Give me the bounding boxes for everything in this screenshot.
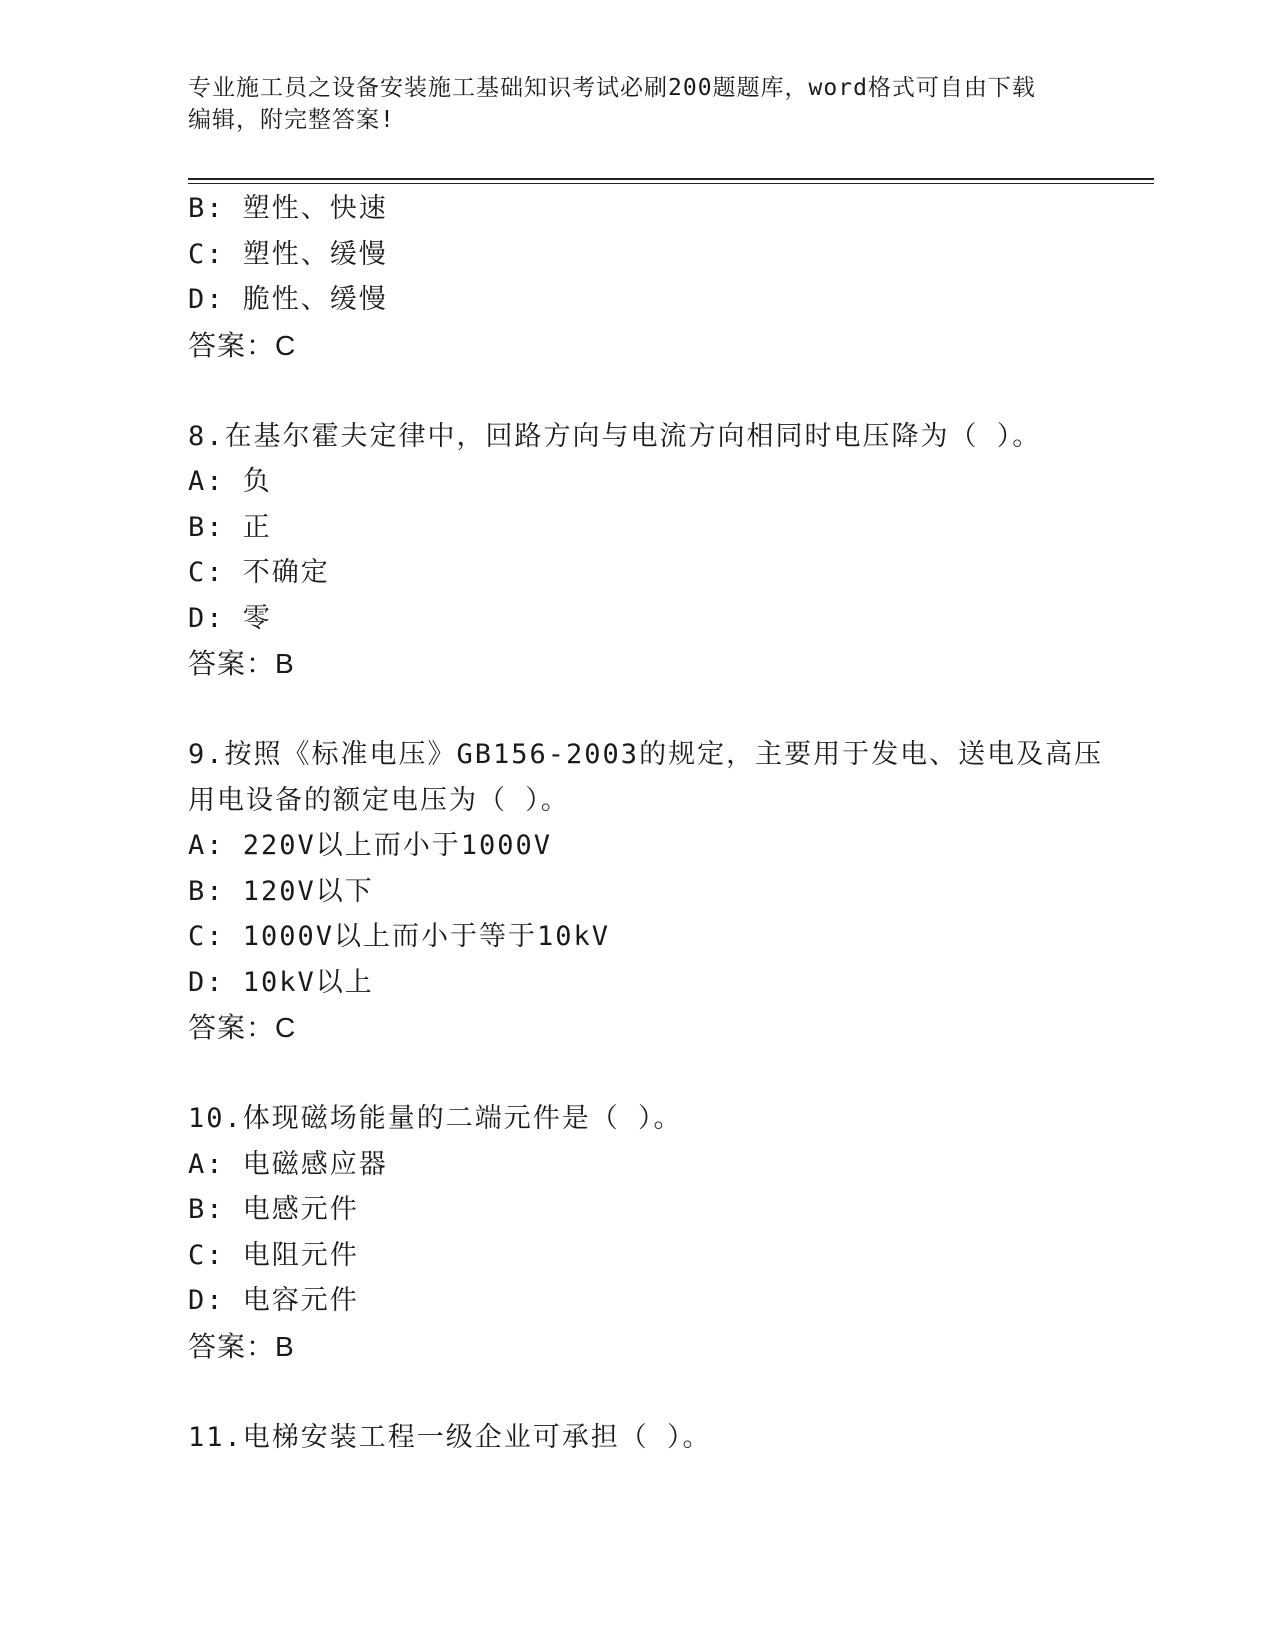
- option-b: B: 电感元件: [188, 1194, 359, 1225]
- option-d: D: 零: [188, 602, 272, 634]
- option-c: C: 塑性、缓慢: [188, 238, 388, 270]
- header-title-line-2: 编辑，附完整答案!: [188, 107, 395, 133]
- option-a: A: 电磁感应器: [188, 1148, 388, 1180]
- answer: 答案：B: [188, 1330, 295, 1362]
- question-11: [188, 1415, 1154, 1461]
- header-title-line-1: 专业施工员之设备安装施工基础知识考试必刷200题题库，word格式可自由下载: [188, 75, 1036, 101]
- option-b: B: 120V以下: [188, 875, 374, 907]
- header-divider: [188, 178, 1154, 184]
- question-10: [188, 1096, 1154, 1369]
- option-b: B: 塑性、快速: [188, 193, 388, 224]
- option-a: A: 220V以上而小于1000V: [188, 830, 553, 861]
- document-header: [188, 72, 1068, 136]
- question-stem-line-2: 用电设备的额定电压为（ ）。: [188, 784, 570, 816]
- question-stem: 8.在基尔霍夫定律中，回路方向与电流方向相同时电压降为（ ）。: [188, 420, 1042, 452]
- answer: 答案：B: [188, 648, 295, 679]
- option-b: B: 正: [188, 511, 272, 543]
- option-d: D: 脆性、缓慢: [188, 284, 388, 315]
- option-d: D: 电容元件: [188, 1285, 359, 1316]
- question-8: [188, 414, 1154, 687]
- answer: 答案：C: [188, 1012, 297, 1043]
- option-c: C: 电阻元件: [188, 1239, 359, 1271]
- question-stem-line-1: 9.按照《标准电压》GB156-2003的规定，主要用于发电、送电及高压: [188, 739, 1104, 770]
- question-stem: 10.体现磁场能量的二端元件是（ ）。: [188, 1103, 683, 1134]
- answer: 答案：C: [188, 329, 297, 361]
- question-9: [188, 732, 1154, 1051]
- question-stem: 11.电梯安装工程一级企业可承担（ ）。: [188, 1421, 712, 1453]
- question-list: [188, 186, 1154, 1460]
- option-c: C: 不确定: [188, 557, 330, 588]
- option-d: D: 10kV以上: [188, 966, 374, 998]
- option-c: C: 1000V以上而小于等于10kV: [188, 921, 611, 952]
- question-7-tail: [188, 186, 1154, 368]
- option-a: A: 负: [188, 466, 272, 497]
